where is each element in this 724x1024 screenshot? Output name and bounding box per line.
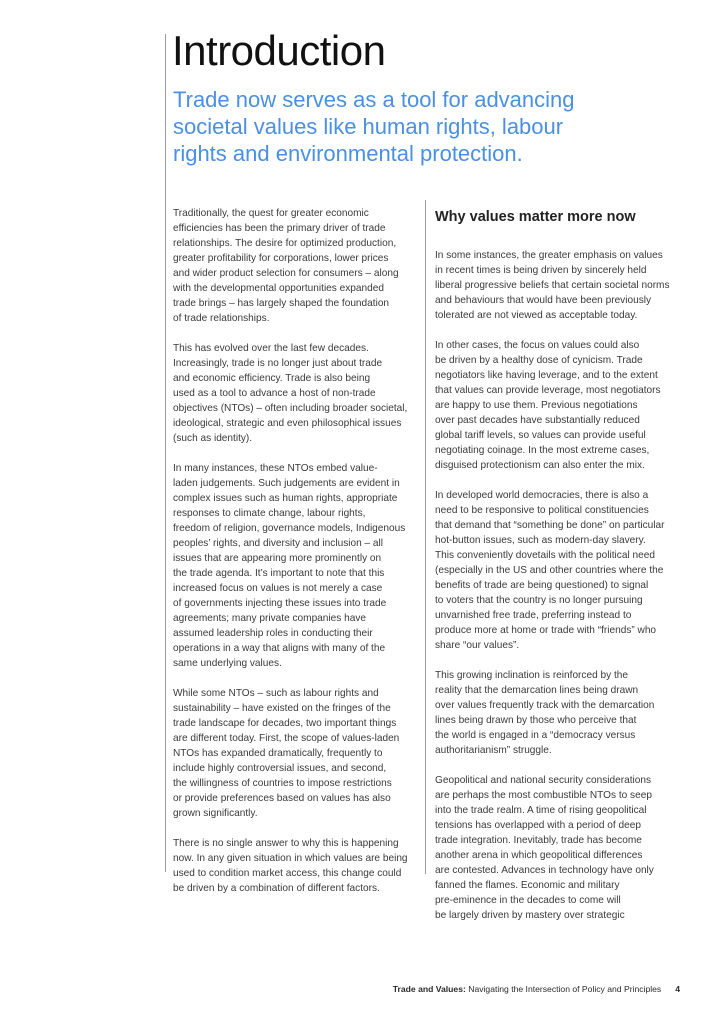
- page-footer: [393, 984, 680, 995]
- left-text-column: [173, 206, 419, 911]
- column-divider-rule: [425, 200, 426, 874]
- page-title: Introduction: [172, 27, 386, 74]
- body-paragraph: In other cases, the focus on values could also be driven by a healthy dose of cynicism. Trade negotiators like having leverage, and to the extent that values can provide leverage, most negotiators are happy to use them. Previous negotiations over past decades have substantially reduced global tariff levels, so values can provide useful negotiating coinage. In the most extreme cases, disguised protectionism can also enter the mix.: [435, 340, 661, 471]
- body-paragraph: In some instances, the greater emphasis on values in recent times is being driven by sincerely held liberal progressive beliefs that certain societal norms and behaviours that would have been previously tolerated are not viewed as acceptable today.: [435, 250, 670, 321]
- body-paragraph: This has evolved over the last few decades. Increasingly, trade is no longer just about trade and economic efficiency. Trade is also being used as a tool to advance a host of non-trade objectives (NTOs) – often including broader societal, ideological, strategic and even philosophical issues (such as identity).: [173, 343, 408, 444]
- body-paragraph: This growing inclination is reinforced by the reality that the demarcation lines being drawn over values frequently track with the demarcation lines being drawn by those who perceive that the world is engaged in a “democracy versus authoritarianism” struggle.: [435, 670, 655, 756]
- body-paragraph: Geopolitical and national security considerations are perhaps the most combustible NTOs to seep into the trade realm. A time of rising geopolitical tensions has overlapped with a period of deep trade integration. Inevitably, trade has become another arena in which geopolitical differences are contested. Advances in technology have only fanned the flames. Economic and military pre-eminence in the decades to come will be largely driven by mastery over strategic: [435, 775, 654, 921]
- page-subtitle: Trade now serves as a tool for advancing societal values like human rights, labour rights and environmental protection.: [173, 87, 575, 166]
- footer-title-bold: Trade and Values:: [392, 984, 466, 994]
- section-heading: Why values matter more now: [435, 209, 636, 225]
- left-vertical-rule: [165, 34, 166, 872]
- body-paragraph: In many instances, these NTOs embed value- laden judgements. Such judgements are evident in complex issues such as human rights, appropriate responses to climate change, labour rights, freedom of religion, governance models, Indigenous peoples’ rights, and diversity and inclusion – all issues that are appearing more prominently on the trade agenda. It’s important to note that this increased focus on values is not merely a case of governments injecting these issues into trade agreements; many private companies have assumed leadership roles in conducting their operations in a way that aligns with many of the same underlying values.: [173, 463, 406, 669]
- right-text-column: [435, 206, 687, 938]
- body-paragraph: Traditionally, the quest for greater economic efficiencies has been the primary driver of trade relationships. The desire for optimized production, greater profitability for corporations, lower prices and wider product selection for consumers – along with the developmental opportunities expanded trade brings – has largely shaped the foundation of trade relationships.: [173, 208, 399, 324]
- footer-title-rest: Navigating the Intersection of Policy and Principles: [465, 984, 662, 994]
- body-paragraph: While some NTOs – such as labour rights and sustainability – have existed on the fringes of the trade landscape for decades, two important things are different today. First, the scope of values-laden NTOs has expanded dramatically, frequently to include highly controversial issues, and second, the willingness of countries to impose restrictions or provide preferences based on values has also grown significantly.: [173, 688, 400, 819]
- body-paragraph: In developed world democracies, there is also a need to be responsive to political constituencies that demand that “something be done” on particular hot-button issues, such as modern-day slavery. This conveniently dovetails with the political need (especially in the US and other countries where the benefits of trade are being questioned) to signal to voters that the country is no longer pursuing unvarnished free trade, preferring instead to produce more at home or trade with “friends” who share “our values”.: [435, 490, 665, 651]
- page-number: 4: [675, 984, 680, 994]
- body-paragraph: There is no single answer to why this is happening now. In any given situation in which values are being used to condition market access, this change could be driven by a combination of different factors.: [173, 838, 408, 894]
